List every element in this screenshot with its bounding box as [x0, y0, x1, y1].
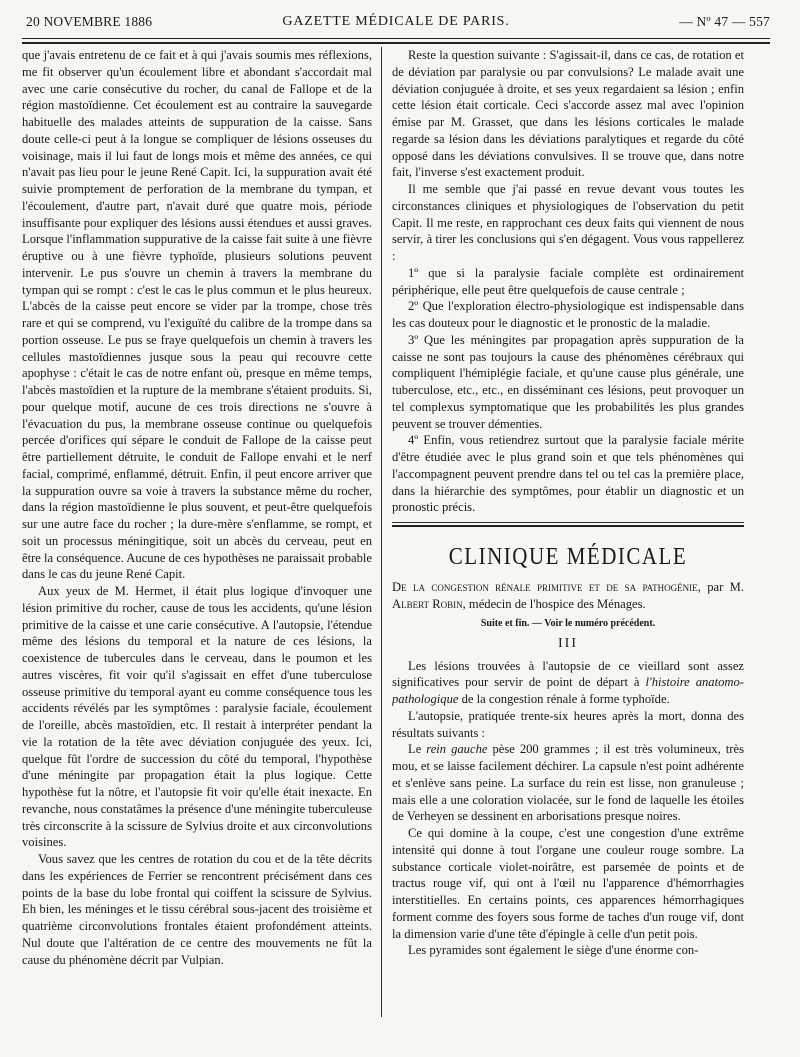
part-number: III [558, 635, 578, 651]
article-title-main: De la congestion rénale primitive et de sa pathogénie, [392, 580, 701, 594]
right-paragraph-2: Il me semble que j'ai passé en revue devant vous toutes les circonstances cliniques et physiologiques de l'observation du petit Capit. Il me reste, en rapprochant ces deux faits qui viennent de nous servir, à tirer les conclusions qui s'en dégagent. Vous vous rappellerez : [392, 182, 744, 263]
conclusion-3: 3º Que les méningites par propagation après suppuration de la caisse ne sont pas toujours la cause des phénomènes cérébraux qui compliquent l'hémiplégie faciale, et qu'une cause plus générale, une tuberculose, etc., etc., en disséminant ces lésions, peut provoquer un tel complexus symptomatique que les probabilités les plus grandes peuvent se trouver démenties. [392, 332, 744, 431]
header-rule-thick [22, 42, 770, 44]
continuation-note: Suite et fin. — Voir le numéro précédent. [480, 617, 656, 629]
section-rule-thick [392, 525, 744, 527]
conclusion-4: 4º Enfin, vous retiendrez surtout que la paralysie faciale mérite d'être étudiée avec le plus grand soin et que tels phénomènes qui l'accompagnent peuvent prendre dans tel ou tel cas la première place, dans la hiérarchie des symptômes, pour établir un diagnostic et un pronostic précis. [392, 433, 744, 515]
article-paragraph-pyramides: Les pyramides sont également le siège d'une énorme con- [408, 943, 699, 958]
left-paragraph-2: Aux yeux de M. Hermet, il était plus logique d'invoquer une lésion primitive du rocher, cause de tous les accidents, qu'une lésion primitive de la caisse et une carie consécutive. A l'autopsie, l'étendue même des lésions du temporal et la nature de ces lésions, la coexistence de tubercules dans le cerveau, dans le poumon et les autres viscères, fit voir qu'il s'agissait en effet d'une tuberculose osseuse primitive du temporal ayant eu comme conséquence tous les accidents révélés par les symptômes : paralysie faciale, écoulement de l'oreille, abcès mastoïdien, etc. Il restait à interpréter pendant la vie la rotation de la tête avec déviation conjuguée des yeux. Ici, quelque fût l'ordre de succession du côté du temporal, l'hypothèse d'une méningite par propagation était la plus logique. Cette hypothèse fut la nôtre, et l'autopsie fit voir qu'elle était inexacte. En revanche, nous constatâmes la présence d'une méningite tuberculeuse très circonscrite à la scissure de Sylvius droite et aux circonvolutions voisines. [22, 584, 372, 850]
article-author-role: médecin de l'hospice des Ménages. [465, 596, 646, 611]
section-title: CLINIQUE MÉDICALE [448, 542, 688, 570]
article-title-by: par M. [700, 580, 744, 594]
article-paragraph-rein [392, 741, 744, 825]
article-paragraph-coupe: Ce qui domine à la coupe, c'est une congestion d'une extrême intensité qui donne à tout l'organe une couleur rouge sombre. La substance corticale violet-noirâtre, est parsemée de points et de tractus rouge vif, qui ont à l'œil nu l'apparence d'hémorrhagies interstitielles. En certains points, ces apparences hémorrhagiques forment comme des foyers sous forme de taches d'un rouge vif, dont la dimension varie d'une tête d'épingle à celle d'un petit pois. [392, 826, 744, 941]
header-issue-number: — Nº 47 — 557 [679, 14, 770, 29]
intro-text-a: Les lésions trouvées à l'autopsie de ce vieillard sont assez significatives pour servir de point de départ à [392, 658, 744, 690]
header-date: 20 NOVEMBRE 1886 [26, 14, 153, 29]
rein-emphasis: rein gauche [426, 742, 488, 757]
left-paragraph-3: Vous savez que les centres de rotation du cou et de la tête décrits dans les expériences de Ferrier se rencontrent précisément dans ces points de la base du lobe frontal qui coiffent la scissure de Sylvius. Eh bien, les méninges et le tissu cérébral sous-jacent des troisième et quatrième circonvolutions frontales étaient profondément atteints. Nul doute que l'altération de ce centre des mouvements ne fût la cause du phénomène décrit par Vulpian. [22, 852, 372, 967]
article-paragraph-intro [392, 658, 744, 708]
conclusion-2: 2º Que l'exploration électro-physiologique est indispensable dans les cas douteux pour le diagnostic et le pronostic de la maladie. [392, 299, 744, 330]
column-divider [381, 47, 382, 1017]
intro-emphasis: l'histoire anatomo-pathologique [392, 675, 744, 706]
article-author: Albert Robin, [392, 596, 466, 611]
section-rule-thin [392, 522, 744, 523]
intro-text-b: de la congestion rénale à forme typhoïde. [458, 692, 670, 706]
article-paragraph-autopsy: L'autopsie, pratiquée trente-six heures après la mort, donna des résultats suivants : [392, 708, 744, 740]
article-title [392, 579, 744, 613]
right-column [392, 47, 744, 1022]
page-header [22, 14, 770, 36]
conclusion-1: 1º que si la paralysie faciale complète est ordinairement périphérique, elle peut être quelquefois de cause centrale ; [392, 265, 744, 297]
header-title: GAZETTE MÉDICALE DE PARIS. [282, 14, 510, 29]
header-rule-thin [22, 38, 770, 39]
left-paragraph-1: que j'avais entretenu de ce fait et à qui j'avais soumis mes réflexions, me fit observer qu'un écoulement libre et abondant s'accordait mal avec une carie consécutive du rocher, du canal de Fallope et de la région mastoïdienne. Cet écoulement est au contraire la sauvegarde habituelle des malades atteints de suppuration de la caisse. Sans doute celle-ci peut à la longue se compliquer de lésions osseuses du voisinage, mais il lui faut de longs mois et même des années, ce qui n'avait pas lieu pour le jeune René Capit. Ici, la suppuration avait été suivie promptement de perforation de la membrane du tympan, et l'écoulement, d'autre part, n'avait duré que quatre mois, période insuffisante pour expliquer des lésions aussi étendues et aussi graves. Lorsque l'inflammation suppurative de la caisse fait suite à une fièvre éruptive ou à une fièvre typhoïde, plusieurs solutions peuvent intervenir. Le pus s'ouvre un chemin à travers la membrane du tympan qui se rompt : c'est le cas le plus commun et le plus heureux. L'abcès de la caisse peut encore se vider par la trompe, chose très rare et qui se comprend, vu l'exiguïté du calibre de la trompe dans sa portion osseuse. Le pus se fraye quelquefois un chemin à travers les cellules mastoïdiennes jusque sous la peau qui recouvre cette apophyse : c'était le cas de notre enfant où, presque en même temps, l'abcès mastoïdien et la rupture de la membrane s'étaient produits. Si, pour quelque motif, aucune de ces trois directions ne s'ouvre à l'évacuation du pus, la membrane osseuse continue ou quelquefois percée d'orifices qui sépare le conduit de Fallope de la caisse peut être partiellement détruite, le conduit de Fallope envahi et le nerf facial, comprimé, enflammé, détruit. Enfin, il peut encore arriver que la suppuration ouvre sa voie à travers la substance même du rocher, dans la région mastoïdienne le plus souvent, et peut-être quelquefois sur une autre face du rocher ; la dure-mère s'enflamme, se rompt, et soit un processus méningitique, soit un abcès du cerveau, peut en être la conséquence. Aucune de ces hypothèses ne paraissait probable dans le cas du jeune René Capit. [22, 48, 372, 582]
rein-text-b: pèse 200 grammes ; il est très volumineux, très mou, et se laisse facilement déchirer. La capsule n'est point adhérente et s'enlève sans peine. La surface du rein est lisse, non granuleuse ; mais elle a une coloration violacée, sur le fond de laquelle les étoiles de Verheyen se dessinent en arborisations presque noires. [392, 742, 744, 824]
left-column [22, 47, 372, 1022]
right-paragraph-1: Reste la question suivante : S'agissait-il, dans ce cas, de rotation et de déviation par paralysie ou par convulsions? Le malade avait une déviation conjuguée à droite, et ses yeux regardaient sa lésion ; enfin cette lésion était corticale. Ceci s'accorde assez mal avec l'opinion émise par M. Grasset, que dans les lésions corticales le malade regarde sa lésion dans les déviations paralytiques et regarde du côté opposé dans les déviations convulsives. Il se trouve que, dans notre fait, l'inverse s'est exactement produit. [392, 48, 744, 180]
rein-text-a: Le [408, 742, 427, 757]
